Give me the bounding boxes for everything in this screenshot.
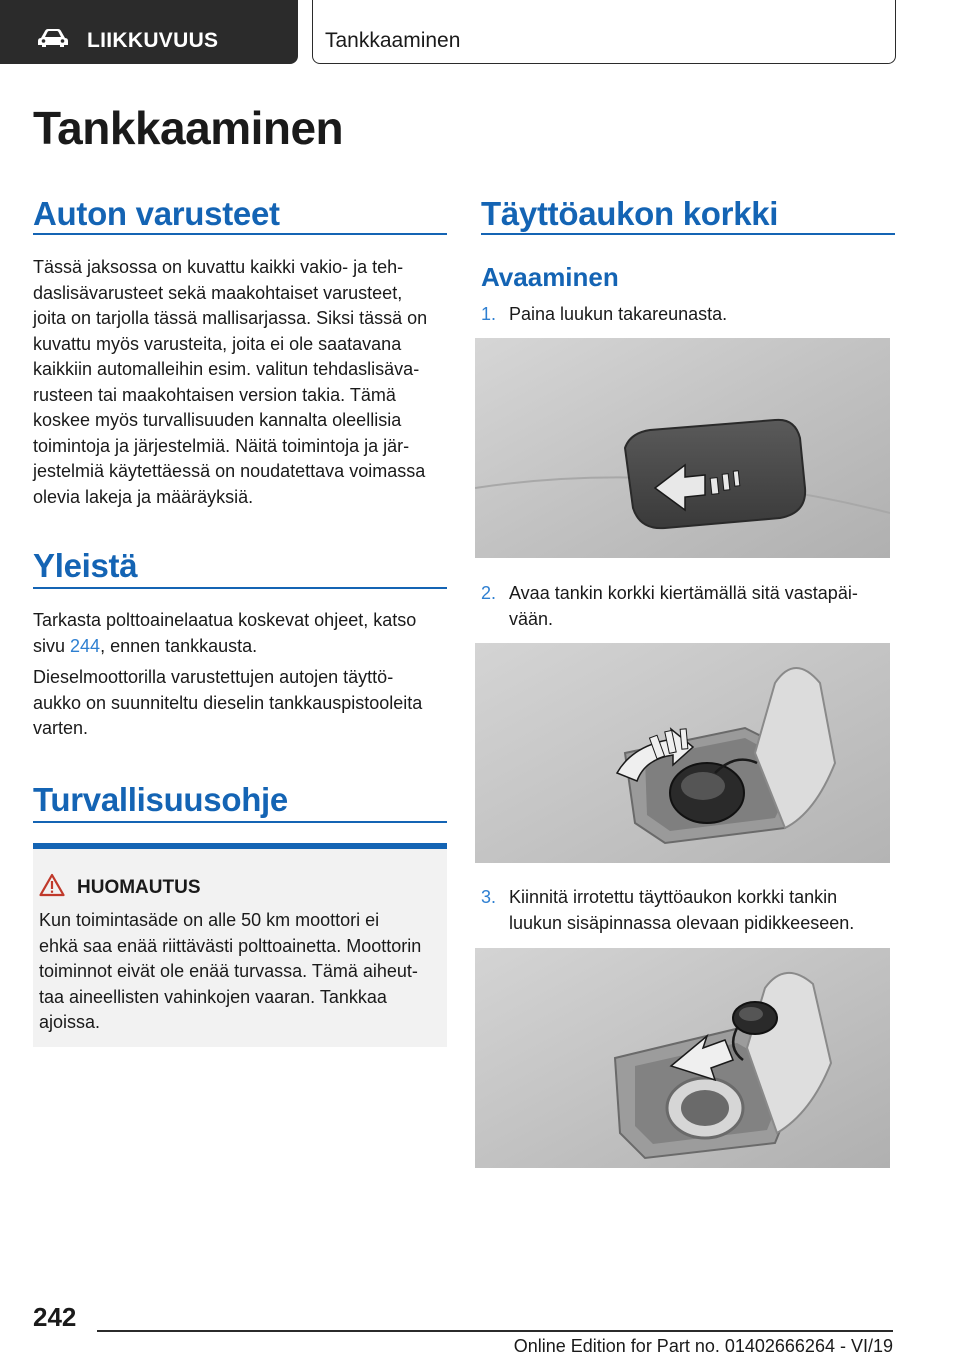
car-icon bbox=[37, 28, 69, 48]
step-number: 3. bbox=[481, 887, 497, 907]
chapter-header bbox=[312, 0, 896, 64]
step-text bbox=[509, 302, 894, 328]
illustration-unscrew-cap bbox=[475, 643, 890, 863]
text-line: daslisävarusteet sekä maakohtaiset varusteet, bbox=[33, 282, 403, 303]
heading-rule bbox=[33, 587, 447, 589]
page-title: Tankkaaminen bbox=[33, 102, 344, 154]
heading-rule bbox=[481, 233, 895, 235]
paragraph-yleista-2 bbox=[33, 665, 447, 742]
warning-title: HUOMAUTUS bbox=[77, 877, 201, 898]
text-line: Avaa tankin korkki kiertämällä sitä vastapäi- bbox=[509, 583, 858, 603]
heading-yleista: Yleistä bbox=[33, 547, 138, 584]
text-line bbox=[33, 634, 447, 660]
page-number: 242 bbox=[33, 1302, 77, 1332]
text-line: Kun toimintasäde on alle 50 km moottori ei bbox=[39, 910, 380, 930]
warning-text bbox=[39, 908, 445, 1036]
footer-edition: Online Edition for Part no. 01402666264 - VI/19 bbox=[513, 1336, 893, 1356]
text-line: aukko on suunniteltu dieselin tankkauspistooleita bbox=[33, 692, 423, 713]
heading-auton-varusteet: Auton varusteet bbox=[33, 195, 280, 232]
text-line: ehkä saa enää riittävästi polttoainetta. Moottorin bbox=[39, 935, 422, 956]
chapter-title: Tankkaaminen bbox=[325, 29, 461, 52]
text-line: luukun sisäpinnassa olevaan pidikkeeseen. bbox=[509, 912, 855, 933]
text-line: Tässä jaksossa on kuvattu kaikki vakio- ja teh- bbox=[33, 257, 404, 277]
text-line: olevia lakeja ja määräyksiä. bbox=[33, 486, 254, 507]
illustration-attach-cap bbox=[475, 948, 890, 1168]
text-line: vään. bbox=[509, 608, 554, 629]
text-line: kuvattu myös varusteita, joita ei ole saatavana bbox=[33, 333, 402, 354]
text-line: Tarkasta polttoainelaatua koskevat ohjeet, katso bbox=[33, 610, 417, 630]
subheading-avaaminen: Avaaminen bbox=[481, 262, 619, 292]
heading-tayttoaukon-korkki: Täyttöaukon korkki bbox=[481, 195, 779, 232]
step-number: 2. bbox=[481, 583, 497, 603]
text-line: koskee myös turvallisuuden kannalta oleellisia bbox=[33, 410, 402, 430]
illustration-fuel-flap-press bbox=[475, 338, 890, 558]
step-number: 1. bbox=[481, 304, 497, 324]
text-line: rusteen tai maakohtaisen version takia. Tämä bbox=[33, 384, 396, 405]
heading-rule bbox=[33, 233, 447, 235]
step-text bbox=[509, 581, 894, 632]
section-label: LIIKKUVUUS bbox=[87, 29, 219, 52]
text-line: Kiinnitä irrotettu täyttöaukon korkki tankin bbox=[509, 887, 838, 907]
text-line: varten. bbox=[33, 718, 89, 738]
text-line: taa aineellisten vahinkojen vaaran. Tankkaa bbox=[39, 986, 387, 1007]
text-line: ajoissa. bbox=[39, 1012, 101, 1032]
text-line: toimintoja ja järjestelmiä. Näitä toimintoja ja jär- bbox=[33, 435, 410, 456]
text-line: Dieselmoottorilla varustettujen autojen täyttö- bbox=[33, 667, 394, 687]
text-fragment: , ennen tankkausta. bbox=[100, 635, 258, 656]
heading-turvallisuusohje: Turvallisuusohje bbox=[33, 781, 288, 818]
footer-rule bbox=[97, 1330, 893, 1332]
warning-triangle-icon bbox=[39, 873, 65, 897]
warning-box bbox=[33, 843, 447, 1047]
text-line: jestelmiä käytettäessä on noudatettava voimassa bbox=[33, 461, 426, 481]
page-reference-link[interactable]: 244 bbox=[70, 635, 101, 656]
step-text bbox=[509, 885, 894, 936]
text-line: Paina luukun takareunasta. bbox=[509, 304, 728, 324]
text-line: joita on tarjolla tässä mallisarjassa. Siksi tässä on bbox=[33, 308, 428, 328]
heading-rule bbox=[33, 821, 447, 823]
paragraph-yleista-1 bbox=[33, 608, 447, 659]
text-line: toiminnot eivät ole enää turvassa. Tämä aiheut- bbox=[39, 961, 418, 981]
text-fragment: sivu bbox=[33, 635, 71, 656]
text-line: kaikkiin automalleihin esim. valitun tehdaslisäva- bbox=[33, 359, 420, 379]
section-tab bbox=[0, 0, 298, 64]
paragraph-auton-varusteet bbox=[33, 255, 447, 510]
